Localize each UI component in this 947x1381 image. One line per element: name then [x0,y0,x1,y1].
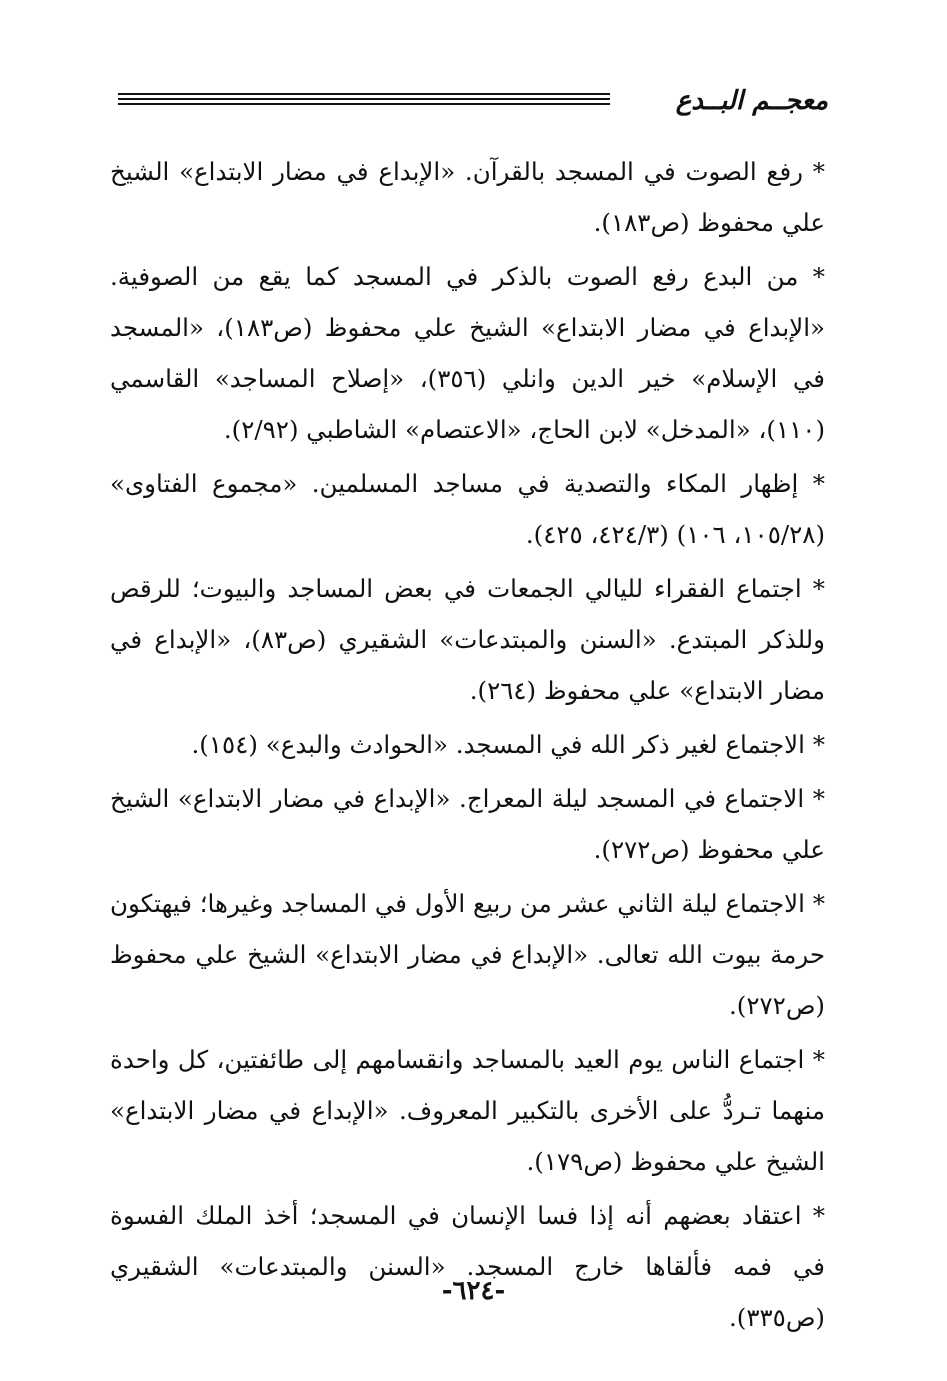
page-number: -٦٢٤- [441,1276,506,1306]
header-rule-line [118,93,610,95]
entry-4: * اجتماع الفقراء لليالي الجمعات في بعض المساجد والبيوت؛ للرقص وللذكر المبتدع. «السنن والمبتدعات» الشقيري (ص٨٣)، «الإبداع في مضار الابتداع» علي محفوظ (٢٦٤). [110,574,825,705]
entry-6: * الاجتماع في المسجد ليلة المعراج. «الإبداع في مضار الابتداع» الشيخ علي محفوظ (ص٢٧٢). [110,784,825,864]
entry-5: * الاجتماع لغير ذكر الله في المسجد. «الحوادث والبدع» (١٥٤). [191,730,825,759]
running-header [118,86,828,120]
entry-7: * الاجتماع ليلة الثاني عشر من ربيع الأول في المساجد وغيرها؛ فيهتكون حرمة بيوت الله تعالى. «الإبداع في مضار الابتداع» الشيخ علي محفوظ (ص٢٧٢). [110,889,825,1020]
entry-8: * اجتماع الناس يوم العيد بالمساجد وانقسامهم إلى طائفتين، كل واحدة منهما تـردُّ على الأخرى بالتكبير المعروف. «الإبداع في مضار الابتداع» الشيخ علي محفوظ (ص١٧٩). [110,1045,825,1176]
entry-2: * من البدع رفع الصوت بالذكر في المسجد كما يقع من الصوفية. «الإبداع في مضار الابتداع» الشيخ علي محفوظ (ص١٨٣)، «المسجد في الإسلام» خير الدين وانلي (٣٥٦)، «إصلاح المساجد» القاسمي (١١٠)، «المدخل» لابن الحاج، «الاعتصام» الشاطبي (٢/٩٢). [110,262,825,444]
header-rule-line [118,98,610,100]
entry-1: * رفع الصوت في المسجد بالقرآن. «الإبداع في مضار الابتداع» الشيخ علي محفوظ (ص١٨٣). [110,157,825,237]
entry-9: * اعتقاد بعضهم أنه إذا فسا الإنسان في المسجد؛ أخذ الملك الفسوة في فمه فألقاها خارج المسجد. «السنن والمبتدعات» الشقيري (ص٣٣٥). [110,1201,825,1332]
header-rule-line [118,103,610,105]
page-body [110,146,825,1346]
running-header-title: معجــم البــدع [675,86,828,116]
header-rule [118,93,610,105]
entry-3: * إظهار المكاء والتصدية في مساجد المسلمين. «مجموع الفتاوى» (١٠٥/٢٨، ١٠٦) (٤٢٤/٣، ٤٢٥). [110,469,825,549]
